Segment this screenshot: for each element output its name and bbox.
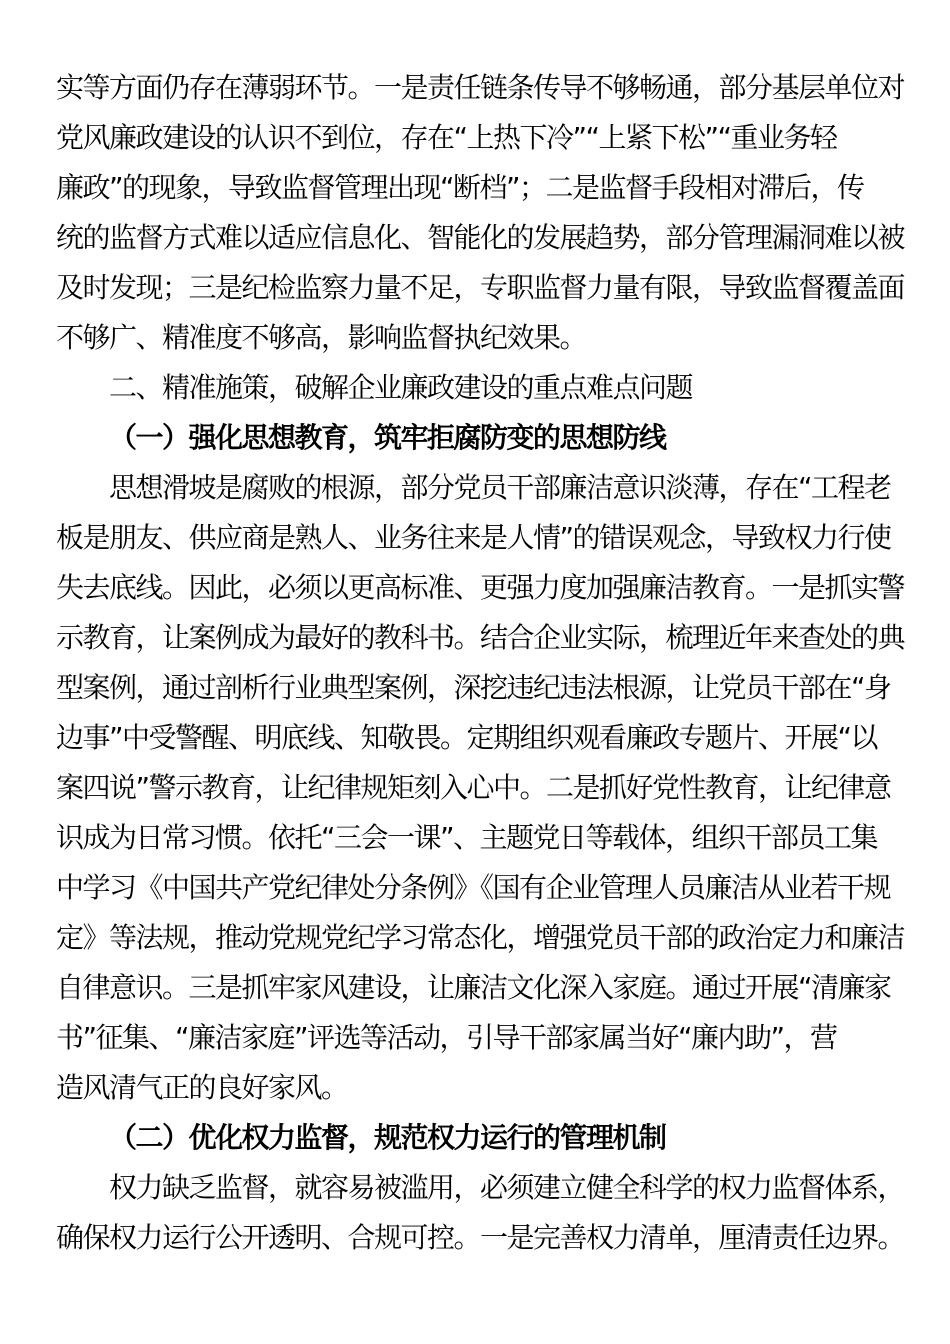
text-line: 不够广、精准度不够高，影响监督执纪效果。: [56, 321, 587, 354]
text-line: 失去底线。因此，必须以更高标准、更强力度加强廉洁教育。一是抓实警: [56, 571, 905, 604]
text-line: 边事”中受警醒、明底线、知敬畏。定期组织观看廉政专题片、开展“以: [56, 721, 878, 754]
text-line: 造风清气正的良好家风。: [56, 1071, 348, 1104]
text-line: 自律意识。三是抓牢家风建设，让廉洁文化深入家庭。通过开展“清廉家: [56, 971, 891, 1004]
text-line: 党风廉政建设的认识不到位，存在“上热下冷”“上紧下松”“重业务轻: [56, 121, 837, 154]
text-line: 案四说”警示教育，让纪律规矩刻入心中。二是抓好党性教育，让纪律意: [56, 771, 891, 804]
text-line: 统的监督方式难以适应信息化、智能化的发展趋势，部分管理漏洞难以被: [56, 221, 905, 254]
heading-line: （二）优化权力监督，规范权力运行的管理机制: [109, 1121, 666, 1154]
text-line: 中学习《中国共产党纪律处分条例》《国有企业管理人员廉洁从业若干规: [56, 871, 891, 904]
text-line: 权力缺乏监督，就容易被滥用，必须建立健全科学的权力监督体系，: [109, 1171, 905, 1204]
text-line: 及时发现；三是纪检监察力量不足，专职监督力量有限，导致监督覆盖面: [56, 271, 905, 304]
text-line: 廉政”的现象，导致监督管理出现“断档”；二是监督手段相对滞后，传: [56, 171, 864, 204]
document-content: [56, 63, 910, 1263]
text-line: 型案例，通过剖析行业典型案例，深挖违纪违法根源，让党员干部在“身: [56, 671, 891, 704]
text-line: 示教育，让案例成为最好的教科书。结合企业实际，梳理近年来查处的典: [56, 621, 905, 654]
heading-line: 二、精准施策，破解企业廉政建设的重点难点问题: [109, 371, 693, 404]
text-line: 确保权力运行公开透明、合规可控。一是完善权力清单，厘清责任边界。: [56, 1221, 905, 1254]
text-line: 实等方面仍存在薄弱环节。一是责任链条传导不够畅通，部分基层单位对: [56, 71, 905, 104]
text-line: 识成为日常习惯。依托“三会一课”、主题党日等载体，组织干部员工集: [56, 821, 878, 854]
text-line: 板是朋友、供应商是熟人、业务往来是人情”的错误观念，导致权力行使: [56, 521, 891, 554]
text-line: 定》等法规，推动党规党纪学习常态化，增强党员干部的政治定力和廉洁: [56, 921, 905, 954]
text-line: 思想滑坡是腐败的根源，部分党员干部廉洁意识淡薄，存在“工程老: [109, 471, 891, 504]
heading-line: （一）强化思想教育，筑牢拒腐防变的思想防线: [109, 421, 666, 454]
text-line: 书”征集、“廉洁家庭”评选等活动，引导干部家属当好“廉内助”，营: [56, 1021, 837, 1054]
